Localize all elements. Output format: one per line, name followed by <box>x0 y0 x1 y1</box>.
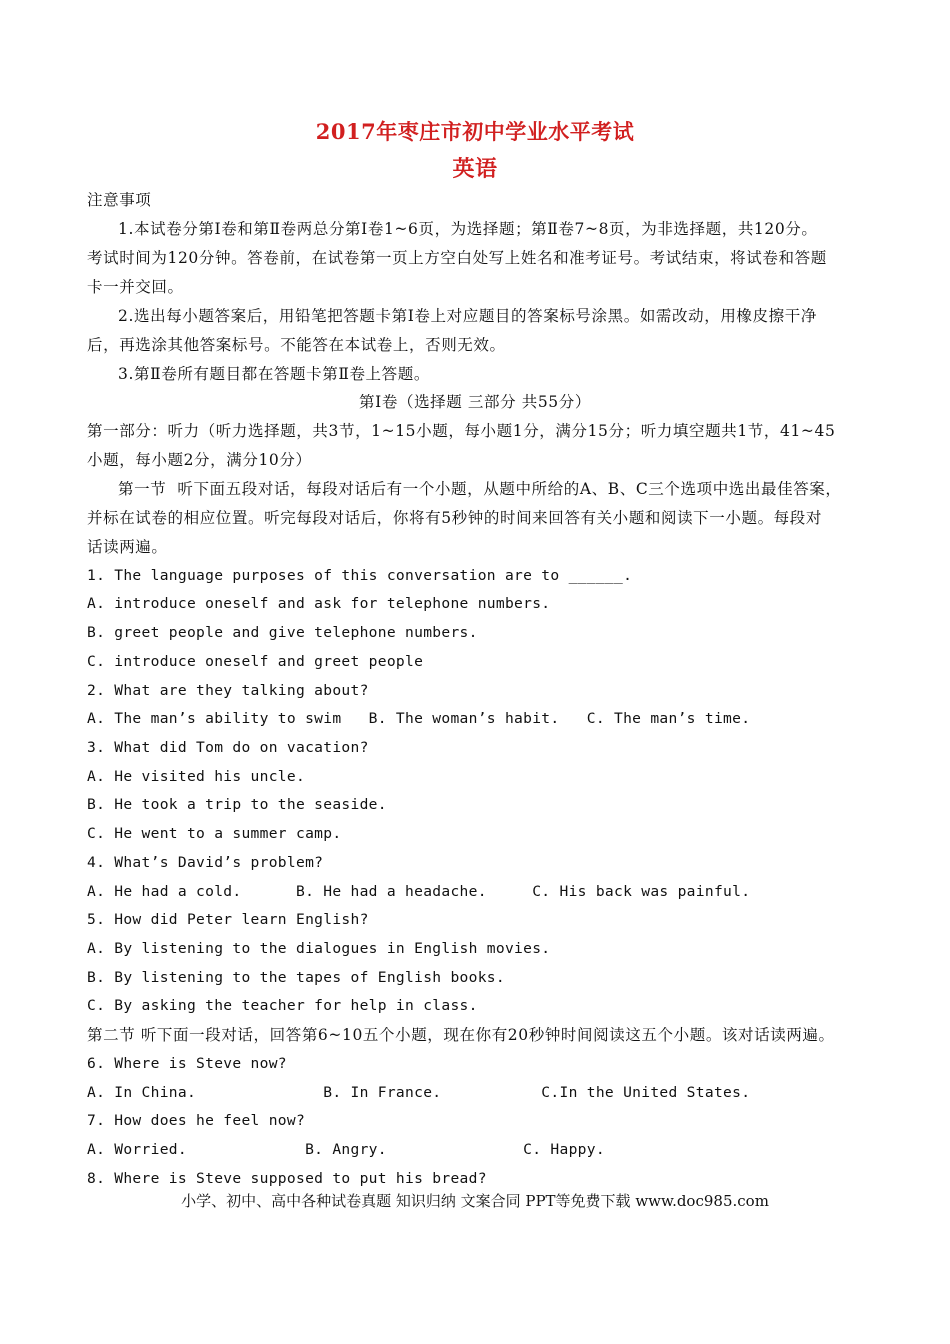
question-5-option-c: C. By asking the teacher for help in class. <box>87 997 478 1014</box>
question-3-option-b: B. He took a trip to the seaside. <box>87 796 387 813</box>
exam-subject: 英语 <box>452 156 498 182</box>
question-4-options: A. He had a cold. B. He had a headache. C. His back was painful. <box>87 883 751 900</box>
note-2-line-2: 后，再选涂其他答案标号。不能答在本试卷上，否则无效。 <box>87 336 506 354</box>
question-5-option-a: A. By listening to the dialogues in English movies. <box>87 940 551 957</box>
question-5-option-b: B. By listening to the tapes of English books. <box>87 969 505 986</box>
notes-heading: 注意事项 <box>87 191 152 209</box>
question-1-option-a: A. introduce oneself and ask for telephone numbers. <box>87 595 551 612</box>
question-2: 2. What are they talking about? <box>87 682 369 699</box>
question-3: 3. What did Tom do on vacation? <box>87 739 369 756</box>
note-2-line-1: 2.选出每小题答案后，用铅笔把答题卡第Ⅰ卷上对应题目的答案标号涂黑。如需改动，用橡皮擦干净 <box>118 307 817 325</box>
part1-line-1: 第一部分：听力（听力选择题，共3节，1~15小题，每小题1分，满分15分；听力填空题共1节，41~45 <box>87 422 836 440</box>
section1-line-1: 第一节 听下面五段对话，每段对话后有一个小题，从题中所给的A、B、C三个选项中选出最佳答案， <box>118 480 842 498</box>
exam-title: 2017年枣庄市初中学业水平考试 <box>315 119 635 144</box>
part1-line-2: 小题，每小题2分，满分10分） <box>87 451 312 469</box>
question-1-option-b: B. greet people and give telephone numbers. <box>87 624 478 641</box>
note-1-line-1: 1.本试卷分第Ⅰ卷和第Ⅱ卷两总分第Ⅰ卷1~6页，为选择题；第Ⅱ卷7~8页，为非选择题，共120分。 <box>118 220 818 238</box>
question-2-options: A. The man’s ability to swim B. The woman’s habit. C. The man’s time. <box>87 710 751 727</box>
note-3-line-1: 3.第Ⅱ卷所有题目都在答题卡第Ⅱ卷上答题。 <box>118 365 430 383</box>
question-6-options: A. In China. B. In France. C.In the United States. <box>87 1084 751 1101</box>
question-4: 4. What’s David’s problem? <box>87 854 324 871</box>
question-3-option-c: C. He went to a summer camp. <box>87 825 342 842</box>
question-5: 5. How did Peter learn English? <box>87 911 369 928</box>
question-3-option-a: A. He visited his uncle. <box>87 768 306 785</box>
question-1-option-c: C. introduce oneself and greet people <box>87 653 424 670</box>
question-8: 8. Where is Steve supposed to put his bread? <box>87 1170 487 1187</box>
question-6: 6. Where is Steve now? <box>87 1055 287 1072</box>
page-footer: 小学、初中、高中各种试卷真题 知识归纳 文案合同 PPT等免费下载 www.doc985.com <box>181 1192 769 1210</box>
question-7: 7. How does he feel now? <box>87 1112 306 1129</box>
question-1: 1. The language purposes of this conversation are to ______. <box>87 567 633 584</box>
section1-line-2: 并标在试卷的相应位置。听完每段对话后，你将有5秒钟的时间来回答有关小题和阅读下一小题。每段对 <box>87 509 822 527</box>
section-title: 第Ⅰ卷（选择题 三部分 共55分） <box>359 393 591 411</box>
note-1-line-2: 考试时间为120分钟。答卷前，在试卷第一页上方空白处写上姓名和准考证号。考试结束，将试卷和答题 <box>87 249 827 267</box>
question-7-options: A. Worried. B. Angry. C. Happy. <box>87 1141 605 1158</box>
section2-instructions: 第二节 听下面一段对话，回答第6~10五个小题，现在你有20秒钟时间阅读这五个小题。该对话读两遍。 <box>87 1026 835 1044</box>
section1-line-3: 话读两遍。 <box>87 538 168 556</box>
note-1-line-3: 卡一并交回。 <box>87 278 184 296</box>
